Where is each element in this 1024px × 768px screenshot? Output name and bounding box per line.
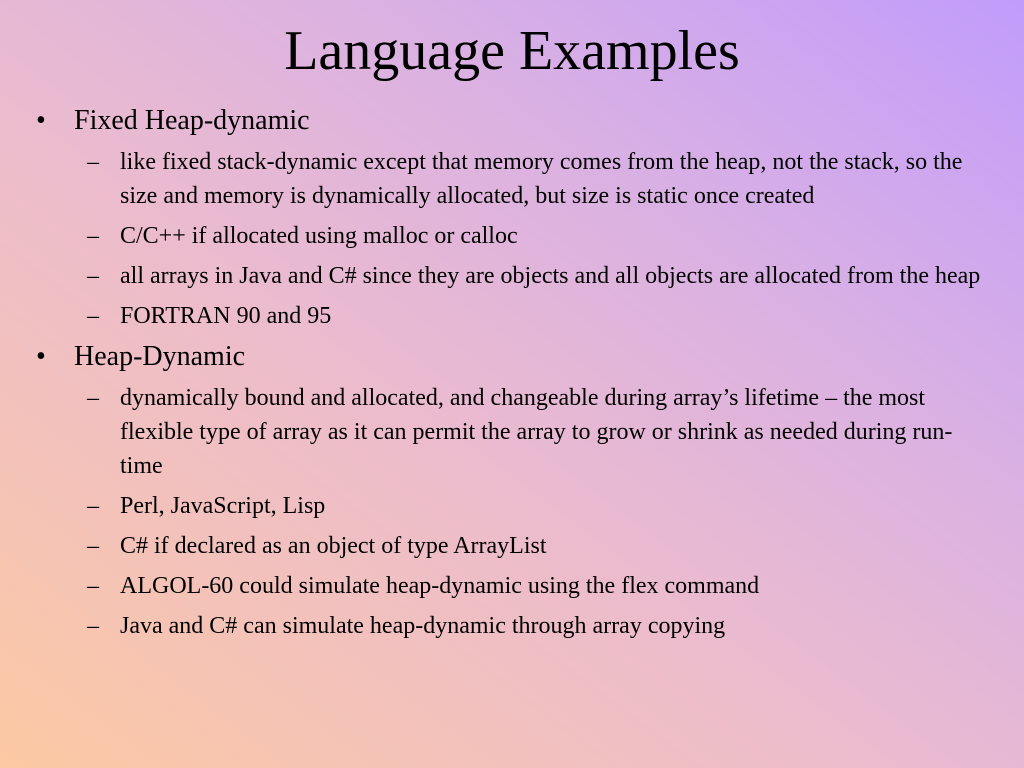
dash-marker: – <box>87 613 99 639</box>
slide-content <box>36 103 986 649</box>
bullet-text: Heap-Dynamic <box>74 341 246 372</box>
sub-bullet-item <box>36 381 986 483</box>
sub-bullet-item <box>36 569 986 603</box>
sub-bullet-text: ALGOL-60 could simulate heap-dynamic using the flex command <box>120 573 760 599</box>
sub-bullet-item <box>36 145 986 213</box>
bullet-text: Fixed Heap-dynamic <box>74 105 310 136</box>
sub-bullet-text: all arrays in Java and C# since they are objects and all objects are allocated from the heap <box>120 263 981 289</box>
dash-marker: – <box>87 223 99 249</box>
bullet-item <box>36 103 986 139</box>
sub-bullet-item <box>36 219 986 253</box>
sub-bullet-item <box>36 299 986 333</box>
bullet-marker: • <box>36 341 46 372</box>
sub-bullet-text: FORTRAN 90 and 95 <box>120 303 332 329</box>
bullet-group-fixed-heap-dynamic <box>36 103 986 333</box>
dash-marker: – <box>87 303 99 329</box>
bullet-marker: • <box>36 105 46 136</box>
sub-bullet-item <box>36 489 986 523</box>
sub-bullet-text: C# if declared as an object of type ArrayList <box>120 533 547 559</box>
dash-marker: – <box>87 493 99 519</box>
sub-bullet-text: C/C++ if allocated using malloc or calloc <box>120 223 518 249</box>
dash-marker: – <box>87 263 99 289</box>
bullet-item <box>36 339 986 375</box>
sub-bullet-text: Perl, JavaScript, Lisp <box>120 493 326 519</box>
sub-bullet-text: like fixed stack-dynamic except that memory comes from the heap, not the stack, so the size and memory is dynamically allocated, but size is static once created <box>120 149 963 209</box>
bullet-group-heap-dynamic <box>36 339 986 643</box>
sub-bullet-list <box>36 145 986 333</box>
sub-bullet-item <box>36 529 986 563</box>
dash-marker: – <box>87 385 99 411</box>
dash-marker: – <box>87 573 99 599</box>
slide-title: Language Examples <box>284 20 740 82</box>
dash-marker: – <box>87 533 99 559</box>
sub-bullet-text: Java and C# can simulate heap-dynamic through array copying <box>120 613 726 639</box>
sub-bullet-list <box>36 381 986 643</box>
sub-bullet-item <box>36 259 986 293</box>
sub-bullet-item <box>36 609 986 643</box>
dash-marker: – <box>87 149 99 175</box>
sub-bullet-text: dynamically bound and allocated, and changeable during array’s lifetime – the most flexible type of array as it can permit the array to grow or shrink as needed during run-time <box>120 385 953 479</box>
